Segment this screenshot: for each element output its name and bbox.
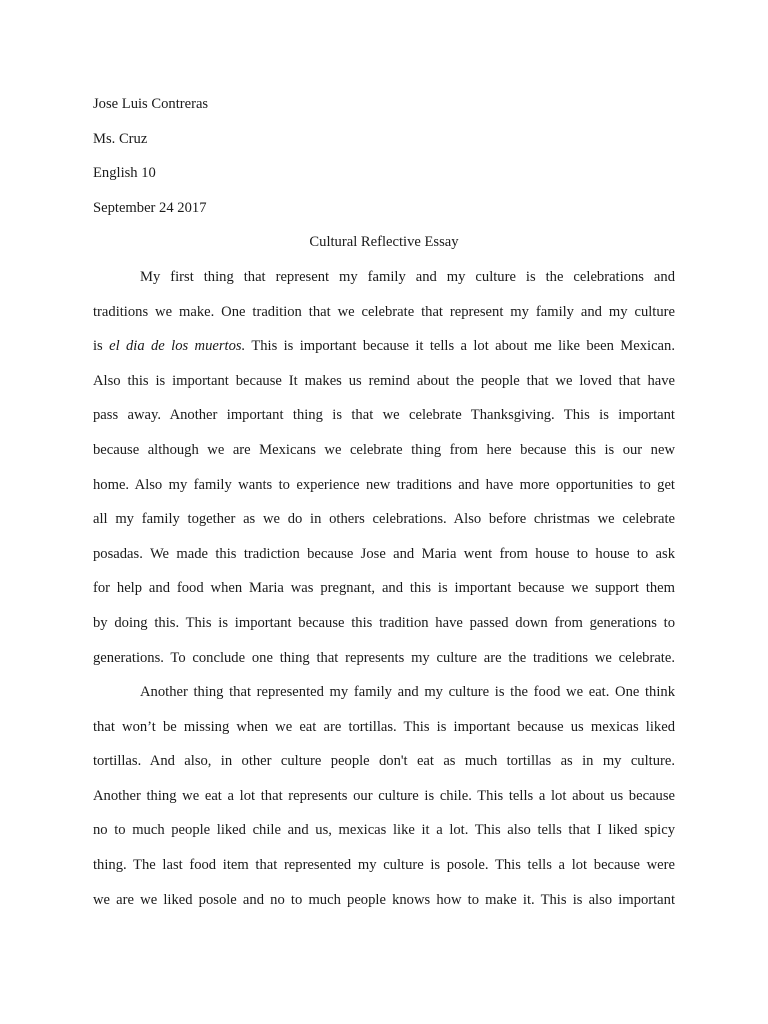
essay-line: no to much people liked chile and us, mexicas like it a lot. This also tells that I liked spicy <box>93 822 675 839</box>
essay-line: posadas. We made this tradiction because Jose and Maria went from house to house to ask <box>93 545 675 562</box>
essay-line: pass away. Another important thing is that we celebrate Thanksgiving. This is important <box>93 407 675 424</box>
student-name: Jose Luis Contreras <box>93 96 209 112</box>
essay-line: thing. The last food item that represented my culture is posole. This tells a lot because were <box>93 857 675 874</box>
essay-line: Another thing we eat a lot that represents our culture is chile. This tells a lot about us because <box>93 787 675 804</box>
essay-line: we are we liked posole and no to much people knows how to make it. This is also important <box>93 891 675 908</box>
essay-line-segment: This is important because it tells a lot about me like been Mexican. <box>245 338 675 355</box>
essay-line: because although we are Mexicans we celebrate thing from here because this is our new <box>93 441 675 458</box>
essay-line <box>93 329 675 364</box>
essay-line-segment: is <box>93 338 110 355</box>
essay-line: tortillas. And also, in other culture people don't eat as much tortillas as in my culture. <box>93 753 675 770</box>
essay-title: Cultural Reflective Essay <box>309 234 459 251</box>
essay-date: September 24 2017 <box>93 199 207 216</box>
italic-phrase: el dia de los muertos. <box>109 338 246 355</box>
essay-line: traditions we make. One tradition that we celebrate that represent my family and my culture <box>93 303 675 320</box>
essay-line: Also this is important because It makes us remind about the people that we loved that have <box>93 372 675 389</box>
essay-line: that won’t be missing when we eat are tortillas. This is important because us mexicas liked <box>93 718 675 735</box>
essay-line: for help and food when Maria was pregnant, and this is important because we support them <box>93 580 675 597</box>
essay-line: My first thing that represent my family and my culture is the celebrations and <box>140 268 675 285</box>
essay-line: home. Also my family wants to experience new traditions and have more opportunities to get <box>93 476 675 493</box>
essay-line: generations. To conclude one thing that represents my culture are the traditions we celebrate. <box>93 649 675 666</box>
course-name: English 10 <box>93 165 156 182</box>
teacher-name: Ms. Cruz <box>93 130 148 147</box>
essay-line: by doing this. This is important because this tradition have passed down from generations to <box>93 614 675 631</box>
essay-line: Another thing that represented my family and my culture is the food we eat. One think <box>140 684 675 701</box>
essay-line: all my family together as we do in others celebrations. Also before christmas we celebrate <box>93 511 675 528</box>
